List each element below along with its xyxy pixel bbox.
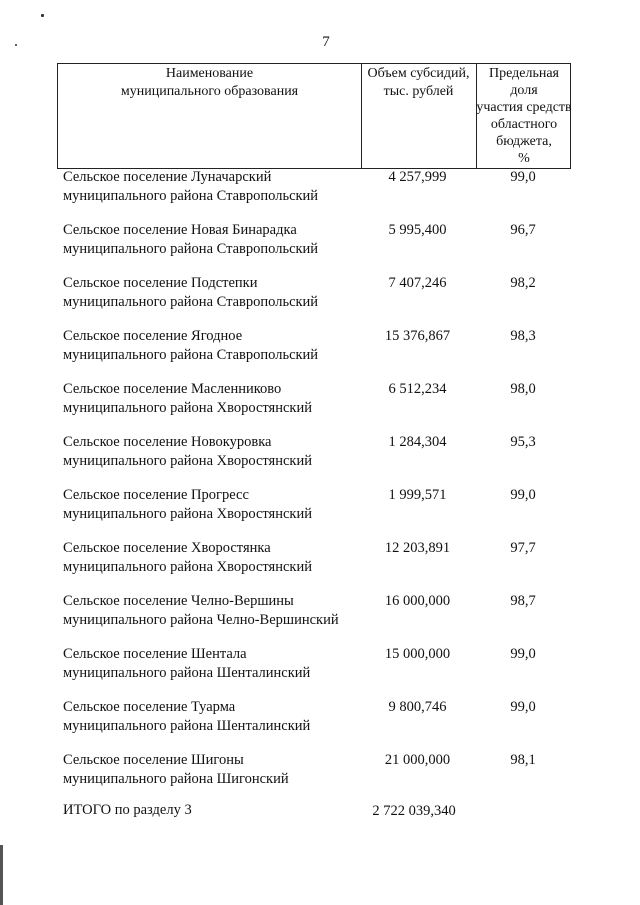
budget-share: 96,7 [510, 222, 536, 238]
municipality-name: Сельское поселение Туарма муниципального района Шенталинский [63, 699, 311, 734]
budget-share: 98,7 [510, 593, 536, 609]
subsidy-volume: 21 000,000 [384, 752, 451, 768]
budget-share: 98,0 [510, 381, 536, 397]
header-share: Предельная доля участия средств областного бюджета, % [476, 66, 572, 166]
municipality-name: Сельское поселение Хворостянка муниципального района Хворостянский [63, 540, 312, 575]
subsidy-volume: 7 407,246 [388, 275, 447, 291]
header-name: Наименование муниципального образования [120, 66, 299, 99]
budget-share: 99,0 [510, 699, 536, 715]
table-row [0, 645, 640, 685]
subsidy-volume: 15 000,000 [384, 646, 451, 662]
page-number: 7 [322, 34, 330, 50]
municipality-name: Сельское поселение Новая Бинарадка муниципального района Ставропольский [63, 222, 319, 257]
subsidy-volume: 5 995,400 [388, 222, 447, 238]
total-value: 2 722 039,340 [372, 803, 456, 819]
table-row [0, 380, 640, 420]
table-header [57, 63, 571, 169]
budget-share: 95,3 [510, 434, 536, 450]
municipality-name: Сельское поселение Шентала муниципального района Шенталинский [63, 646, 311, 681]
table-row [0, 221, 640, 261]
table-row [0, 327, 640, 367]
table-row [0, 751, 640, 791]
subsidy-volume: 16 000,000 [384, 593, 451, 609]
subsidy-volume: 4 257,999 [388, 169, 447, 185]
municipality-name: Сельское поселение Масленниково муниципального района Хворостянский [63, 381, 312, 416]
table-row [0, 433, 640, 473]
budget-share: 99,0 [510, 646, 536, 662]
table-row [0, 592, 640, 632]
municipality-name: Сельское поселение Прогресс муниципального района Хворостянский [63, 487, 312, 522]
budget-share: 99,0 [510, 487, 536, 503]
municipality-name: Сельское поселение Подстепки муниципального района Ставропольский [63, 275, 319, 310]
scan-edge-shadow [0, 845, 3, 905]
municipality-name: Сельское поселение Шигоны муниципального района Шигонский [63, 752, 289, 787]
subsidy-volume: 15 376,867 [384, 328, 451, 344]
table-row [0, 698, 640, 738]
table-row [0, 539, 640, 579]
subsidy-volume: 9 800,746 [388, 699, 447, 715]
budget-share: 98,2 [510, 275, 536, 291]
subsidy-volume: 6 512,234 [388, 381, 447, 397]
subsidy-volume: 1 999,571 [388, 487, 447, 503]
total-label: ИТОГО по разделу 3 [63, 802, 192, 818]
budget-share: 97,7 [510, 540, 536, 556]
table-row [0, 168, 640, 208]
municipality-name: Сельское поселение Луначарский муниципального района Ставропольский [63, 169, 319, 204]
budget-share: 98,3 [510, 328, 536, 344]
header-volume: Объем субсидий, тыс. рублей [367, 66, 470, 99]
table-row [0, 486, 640, 526]
budget-share: 99,0 [510, 169, 536, 185]
municipality-name: Сельское поселение Челно-Вершины муниципального района Челно-Вершинский [63, 593, 339, 628]
budget-share: 98,1 [510, 752, 536, 768]
scan-speck [41, 14, 44, 17]
table-row [0, 274, 640, 314]
subsidy-volume: 1 284,304 [388, 434, 447, 450]
subsidy-volume: 12 203,891 [384, 540, 451, 556]
municipality-name: Сельское поселение Ягодное муниципального района Ставропольский [63, 328, 319, 363]
municipality-name: Сельское поселение Новокуровка муниципального района Хворостянский [63, 434, 312, 469]
